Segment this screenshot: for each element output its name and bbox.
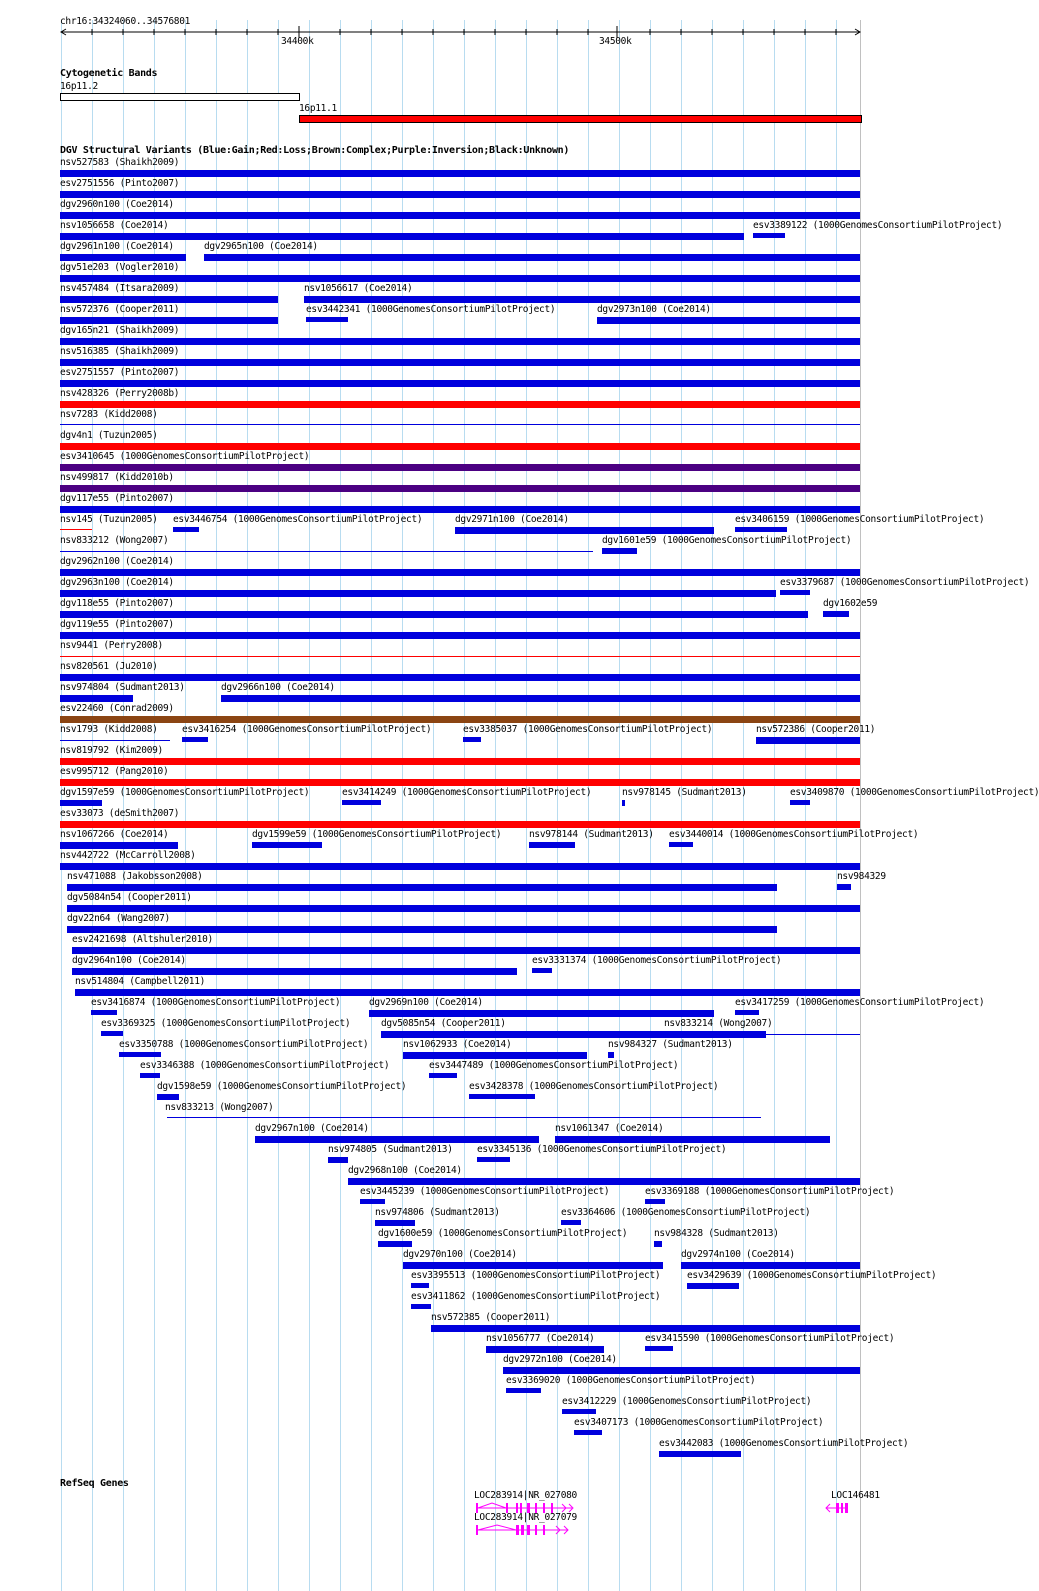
- variant-label: nsv145 (Tuzun2005): [60, 514, 158, 525]
- variant-label: dgv2974n100 (Coe2014): [681, 1249, 795, 1260]
- track-title-refseq: RefSeq Genes: [60, 1478, 129, 1489]
- variant-label: nsv572385 (Cooper2011): [431, 1312, 551, 1323]
- variant-label: esv3415590 (1000GenomesConsortiumPilotProject): [645, 1333, 895, 1344]
- cytoband-label: 16p11.1: [299, 103, 337, 114]
- variant-label: dgv117e55 (Pinto2007): [60, 493, 174, 504]
- variant-label: nsv819792 (Kim2009): [60, 745, 163, 756]
- variant-label: nsv833212 (Wong2007): [60, 535, 169, 546]
- variant-label: esv3411862 (1000GenomesConsortiumPilotProject): [411, 1291, 661, 1302]
- variant-label: nsv457484 (Itsara2009): [60, 283, 180, 294]
- variant-label: esv3409870 (1000GenomesConsortiumPilotProject): [790, 787, 1039, 798]
- variant-label: dgv1601e59 (1000GenomesConsortiumPilotProject): [602, 535, 852, 546]
- variant-label: dgv22n64 (Wang2007): [67, 913, 170, 924]
- variant-label: esv3410645 (1000GenomesConsortiumPilotProject): [60, 451, 310, 462]
- variant-label: nsv572376 (Cooper2011): [60, 304, 180, 315]
- variant-label: nsv978145 (Sudmant2013): [622, 787, 747, 798]
- variant-label: esv3445239 (1000GenomesConsortiumPilotProject): [360, 1186, 610, 1197]
- variant-label: dgv118e55 (Pinto2007): [60, 598, 174, 609]
- variant-label: esv2751556 (Pinto2007): [60, 178, 180, 189]
- variant-label: dgv2967n100 (Coe2014): [255, 1123, 369, 1134]
- variant-label: dgv2970n100 (Coe2014): [403, 1249, 517, 1260]
- variant-label: dgv2973n100 (Coe2014): [597, 304, 711, 315]
- variant-label: esv3406159 (1000GenomesConsortiumPilotProject): [735, 514, 985, 525]
- variant-label: nsv1067266 (Coe2014): [60, 829, 169, 840]
- variant-label: esv3442341 (1000GenomesConsortiumPilotProject): [306, 304, 556, 315]
- ruler-tick-label: 34500k: [599, 36, 632, 47]
- variant-label: dgv2971n100 (Coe2014): [455, 514, 569, 525]
- variant-label: esv3407173 (1000GenomesConsortiumPilotProject): [574, 1417, 824, 1428]
- variant-label: dgv2972n100 (Coe2014): [503, 1354, 617, 1365]
- variant-label: nsv984327 (Sudmant2013): [608, 1039, 733, 1050]
- variant-label: esv3417259 (1000GenomesConsortiumPilotProject): [735, 997, 985, 1008]
- variant-label: esv3416254 (1000GenomesConsortiumPilotProject): [182, 724, 432, 735]
- variant-label: dgv2966n100 (Coe2014): [221, 682, 335, 693]
- variant-label: dgv2962n100 (Coe2014): [60, 556, 174, 567]
- variant-label: dgv165n21 (Shaikh2009): [60, 325, 180, 336]
- variant-label: dgv2960n100 (Coe2014): [60, 199, 174, 210]
- variant-label: esv3429639 (1000GenomesConsortiumPilotProject): [687, 1270, 937, 1281]
- gene-label: LOC283914|NR_027079: [474, 1512, 577, 1523]
- variant-label: esv33073 (deSmith2007): [60, 808, 180, 819]
- variant-label: nsv514804 (Campbell2011): [75, 976, 206, 987]
- variant-label: nsv527583 (Shaikh2009): [60, 157, 180, 168]
- variant-label: nsv974804 (Sudmant2013): [60, 682, 185, 693]
- variant-label: esv995712 (Pang2010): [60, 766, 169, 777]
- variant-label: nsv833213 (Wong2007): [165, 1102, 274, 1113]
- variant-label: esv3442083 (1000GenomesConsortiumPilotProject): [659, 1438, 909, 1449]
- variant-label: esv3369020 (1000GenomesConsortiumPilotProject): [506, 1375, 756, 1386]
- variant-label: dgv1598e59 (1000GenomesConsortiumPilotProject): [157, 1081, 407, 1092]
- variant-label: esv3364606 (1000GenomesConsortiumPilotProject): [561, 1207, 811, 1218]
- variant-label: esv3331374 (1000GenomesConsortiumPilotProject): [532, 955, 782, 966]
- variant-label: dgv5084n54 (Cooper2011): [67, 892, 192, 903]
- variant-label: dgv2969n100 (Coe2014): [369, 997, 483, 1008]
- variant-label: dgv4n1 (Tuzun2005): [60, 430, 158, 441]
- variant-label: nsv974806 (Sudmant2013): [375, 1207, 500, 1218]
- variant-label: esv3428378 (1000GenomesConsortiumPilotProject): [469, 1081, 719, 1092]
- variant-label: nsv7283 (Kidd2008): [60, 409, 158, 420]
- variant-label: dgv5085n54 (Cooper2011): [381, 1018, 506, 1029]
- variant-label: nsv499817 (Kidd2010b): [60, 472, 174, 483]
- variant-label: nsv1062933 (Coe2014): [403, 1039, 512, 1050]
- variant-label: nsv984329: [837, 871, 886, 882]
- variant-label: nsv978144 (Sudmant2013): [529, 829, 654, 840]
- variant-label: dgv2961n100 (Coe2014): [60, 241, 174, 252]
- ruler-tick-label: 34400k: [281, 36, 314, 47]
- variant-label: nsv1056617 (Coe2014): [304, 283, 413, 294]
- variant-label: nsv1061347 (Coe2014): [555, 1123, 664, 1134]
- cytoband-label: 16p11.2: [60, 81, 98, 92]
- gene-label: LOC283914|NR_027080: [474, 1490, 577, 1501]
- variant-label: esv22460 (Conrad2009): [60, 703, 174, 714]
- ruler-range-label: chr16:34324060..34576801: [60, 16, 191, 27]
- variant-label: nsv974805 (Sudmant2013): [328, 1144, 453, 1155]
- variant-label: dgv2963n100 (Coe2014): [60, 577, 174, 588]
- variant-label: dgv119e55 (Pinto2007): [60, 619, 174, 630]
- variant-label: nsv471088 (Jakobsson2008): [67, 871, 203, 882]
- variant-label: nsv9441 (Perry2008): [60, 640, 163, 651]
- variant-label: esv3416874 (1000GenomesConsortiumPilotProject): [91, 997, 341, 1008]
- variant-label: dgv2964n100 (Coe2014): [72, 955, 186, 966]
- variant-label: esv3385037 (1000GenomesConsortiumPilotProject): [463, 724, 713, 735]
- variant-label: nsv1793 (Kidd2008): [60, 724, 158, 735]
- variant-label: esv3346388 (1000GenomesConsortiumPilotProject): [140, 1060, 390, 1071]
- variant-label: esv3345136 (1000GenomesConsortiumPilotProject): [477, 1144, 727, 1155]
- variant-label: esv3395513 (1000GenomesConsortiumPilotProject): [411, 1270, 661, 1281]
- variant-label: esv3440014 (1000GenomesConsortiumPilotProject): [669, 829, 919, 840]
- variant-label: nsv442722 (McCarroll2008): [60, 850, 196, 861]
- variant-label: nsv1056777 (Coe2014): [486, 1333, 595, 1344]
- variant-label: esv3379687 (1000GenomesConsortiumPilotProject): [780, 577, 1030, 588]
- variant-label: nsv833214 (Wong2007): [664, 1018, 773, 1029]
- variant-label: dgv2965n100 (Coe2014): [204, 241, 318, 252]
- variant-label: esv3447489 (1000GenomesConsortiumPilotProject): [429, 1060, 679, 1071]
- variant-label: dgv1599e59 (1000GenomesConsortiumPilotProject): [252, 829, 502, 840]
- variant-label: dgv1600e59 (1000GenomesConsortiumPilotProject): [378, 1228, 628, 1239]
- variant-label: esv3350788 (1000GenomesConsortiumPilotProject): [119, 1039, 369, 1050]
- variant-label: dgv51e203 (Vogler2010): [60, 262, 180, 273]
- variant-label: esv2421698 (Altshuler2010): [72, 934, 213, 945]
- variant-label: nsv984328 (Sudmant2013): [654, 1228, 779, 1239]
- variant-label: dgv1597e59 (1000GenomesConsortiumPilotProject): [60, 787, 310, 798]
- variant-label: nsv1056658 (Coe2014): [60, 220, 169, 231]
- variant-label: nsv516385 (Shaikh2009): [60, 346, 180, 357]
- variant-label: dgv2968n100 (Coe2014): [348, 1165, 462, 1176]
- track-title-cytoband: Cytogenetic Bands: [60, 68, 158, 79]
- variant-label: esv3369325 (1000GenomesConsortiumPilotProject): [101, 1018, 351, 1029]
- variant-label: nsv428326 (Perry2008b): [60, 388, 180, 399]
- variant-label: nsv572386 (Cooper2011): [756, 724, 876, 735]
- gene-label: LOC146481: [831, 1490, 880, 1501]
- variant-label: esv3389122 (1000GenomesConsortiumPilotProject): [753, 220, 1003, 231]
- variant-label: esv3369188 (1000GenomesConsortiumPilotProject): [645, 1186, 895, 1197]
- variant-label: esv3412229 (1000GenomesConsortiumPilotProject): [562, 1396, 812, 1407]
- variant-label: esv3414249 (1000GenomesConsortiumPilotProject): [342, 787, 592, 798]
- variant-label: nsv820561 (Ju2010): [60, 661, 158, 672]
- variant-label: esv3446754 (1000GenomesConsortiumPilotProject): [173, 514, 423, 525]
- variant-label: dgv1602e59: [823, 598, 878, 609]
- track-title-dgv: DGV Structural Variants (Blue:Gain;Red:Loss;Brown:Complex;Purple:Inversion;Black:Unknown): [60, 145, 570, 156]
- variant-label: esv2751557 (Pinto2007): [60, 367, 180, 378]
